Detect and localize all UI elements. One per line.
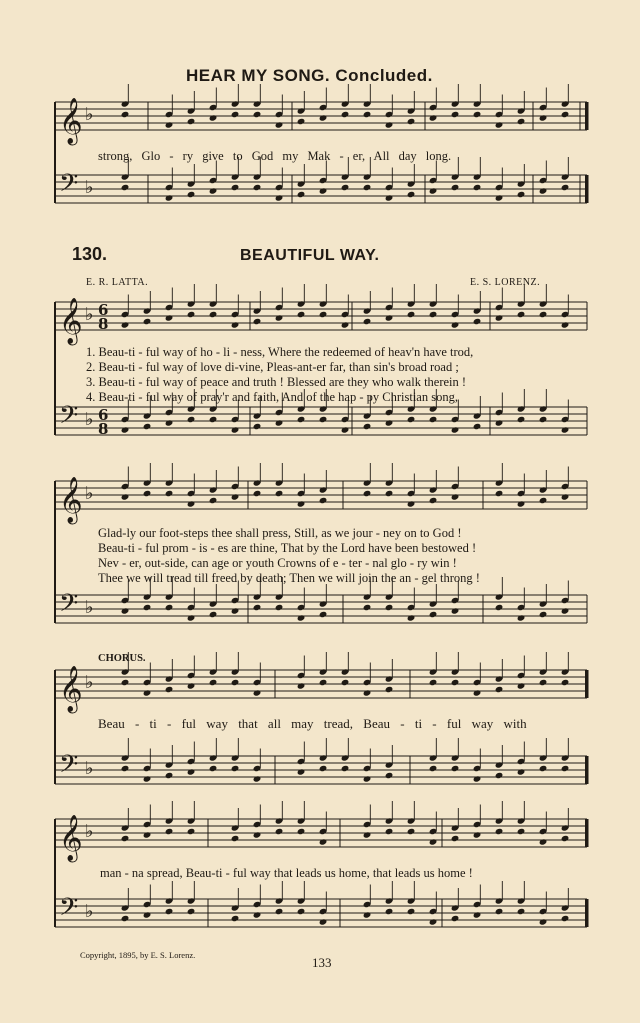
note-head — [495, 314, 504, 321]
note-head — [275, 490, 284, 497]
final-barline — [585, 756, 589, 784]
note-head — [495, 772, 504, 779]
note-head — [517, 682, 526, 689]
note-head — [121, 493, 130, 500]
note-head — [231, 493, 240, 500]
note-head — [209, 679, 218, 686]
note-head — [363, 689, 372, 696]
note-head — [187, 191, 196, 198]
note-head — [275, 314, 284, 321]
time-signature-bottom: 8 — [98, 420, 109, 438]
note-head — [473, 689, 482, 696]
note-head — [451, 679, 460, 686]
flat-icon: ♭ — [85, 672, 94, 693]
note-head — [451, 426, 460, 433]
note-head — [209, 311, 218, 318]
treble-clef-icon: 𝄞 — [59, 666, 83, 712]
note-head — [517, 500, 526, 507]
hymn-composer: E. S. LORENZ. — [470, 277, 541, 288]
final-barline — [585, 175, 589, 203]
note-head — [385, 194, 394, 201]
note-head — [319, 497, 328, 504]
note-head — [165, 828, 174, 835]
verse-2-line-2: Beau-ti - ful prom - is - es are thine, That by the Lord have been bestowed ! — [98, 541, 477, 555]
note-head — [121, 915, 130, 922]
note-head — [187, 768, 196, 775]
flat-icon: ♭ — [85, 104, 94, 125]
note-head — [165, 121, 174, 128]
flat-icon: ♭ — [85, 597, 94, 618]
note-head — [495, 490, 504, 497]
note-head — [407, 500, 416, 507]
note-head — [165, 419, 174, 426]
note-head — [297, 828, 306, 835]
note-head — [473, 423, 482, 430]
note-head — [561, 915, 570, 922]
note-head — [275, 121, 284, 128]
note-head — [253, 911, 262, 918]
note-head — [363, 111, 372, 118]
bass-clef-icon: 𝄢 — [59, 893, 79, 928]
note-head — [429, 497, 438, 504]
note-head — [341, 679, 350, 686]
concluded-lyrics: strong, Glo - ry give to God my Mak - er, All day long. — [98, 149, 452, 163]
note-head — [253, 689, 262, 696]
note-head — [385, 314, 394, 321]
note-head — [561, 321, 570, 328]
note-head — [319, 114, 328, 121]
note-head — [297, 682, 306, 689]
note-head — [385, 828, 394, 835]
note-head — [429, 114, 438, 121]
note-head — [429, 187, 438, 194]
note-head — [451, 835, 460, 842]
verse-4-line-2: Thee we will tread till freed by death; Then we will join the an - gel throng ! — [98, 571, 480, 585]
note-head — [385, 419, 394, 426]
final-barline — [585, 819, 589, 847]
note-head — [143, 775, 152, 782]
chorus-line-2: man - na spread, Beau-ti - ful way that leads us home, that leads us home ! — [100, 866, 473, 880]
note-head — [253, 184, 262, 191]
note-head — [231, 765, 240, 772]
note-head — [231, 915, 240, 922]
note-head — [539, 918, 548, 925]
note-head — [165, 194, 174, 201]
note-head — [385, 686, 394, 693]
flat-icon: ♭ — [85, 901, 94, 922]
treble-clef-icon: 𝄞 — [59, 815, 83, 861]
note-head — [187, 614, 196, 621]
note-head — [407, 908, 416, 915]
note-head — [473, 911, 482, 918]
final-barline — [585, 102, 589, 130]
bass-clef-icon: 𝄢 — [59, 401, 79, 436]
note-head — [121, 321, 130, 328]
note-head — [517, 191, 526, 198]
bass-clef-icon: 𝄢 — [59, 169, 79, 204]
note-head — [385, 772, 394, 779]
note-head — [539, 187, 548, 194]
note-head — [495, 686, 504, 693]
note-head — [539, 311, 548, 318]
note-head — [253, 111, 262, 118]
bass-clef-icon: 𝄢 — [59, 589, 79, 624]
time-signature-top: 6 — [98, 301, 109, 319]
flat-icon: ♭ — [85, 821, 94, 842]
chorus-line-1: Beau - ti - ful way that all may tread, Beau - ti - ful way with — [98, 716, 527, 731]
verse-4-line-1: 4. Beau-ti - ful way of pray'r and faith, And of the hap - py Christian song, — [86, 390, 458, 404]
note-head — [121, 607, 130, 614]
note-head — [429, 918, 438, 925]
note-head — [253, 318, 262, 325]
note-head — [187, 682, 196, 689]
verse-2-line-1: 2. Beau-ti - ful way of love di-vine, Pleas-ant-er far, than sin's broad road ; — [86, 360, 459, 374]
final-barline — [585, 670, 589, 698]
note-head — [187, 908, 196, 915]
note-head — [407, 311, 416, 318]
note-head — [407, 828, 416, 835]
note-head — [473, 111, 482, 118]
flat-icon: ♭ — [85, 483, 94, 504]
note-head — [319, 416, 328, 423]
note-head — [385, 908, 394, 915]
note-head — [451, 915, 460, 922]
note-head — [539, 611, 548, 618]
note-head — [319, 611, 328, 618]
note-head — [407, 191, 416, 198]
treble-clef-icon: 𝄞 — [59, 298, 83, 344]
note-head — [451, 607, 460, 614]
note-head — [429, 679, 438, 686]
note-head — [143, 423, 152, 430]
note-head — [187, 416, 196, 423]
note-head — [231, 111, 240, 118]
note-head — [143, 689, 152, 696]
note-head — [363, 318, 372, 325]
note-head — [253, 775, 262, 782]
note-head — [143, 911, 152, 918]
note-head — [363, 604, 372, 611]
note-head — [121, 835, 130, 842]
note-head — [297, 768, 306, 775]
note-head — [297, 614, 306, 621]
note-head — [231, 184, 240, 191]
note-head — [517, 416, 526, 423]
note-head — [517, 311, 526, 318]
flat-icon: ♭ — [85, 304, 94, 325]
note-head — [231, 321, 240, 328]
note-head — [539, 838, 548, 845]
note-head — [363, 911, 372, 918]
note-head — [429, 611, 438, 618]
note-head — [363, 423, 372, 430]
verse-3-line-2: Nev - er, out-side, can age or youth Crowns of e - ter - nal glo - ry win ! — [98, 556, 457, 570]
note-head — [407, 614, 416, 621]
verse-1-line-2: Glad-ly our foot-steps thee shall press, Still, as we jour - ney on to God ! — [98, 526, 462, 540]
note-head — [275, 828, 284, 835]
note-head — [165, 490, 174, 497]
note-head — [407, 416, 416, 423]
note-head — [121, 111, 130, 118]
concluded-title: HEAR MY SONG. Concluded. — [186, 66, 433, 85]
note-head — [275, 908, 284, 915]
note-head — [473, 184, 482, 191]
note-head — [429, 838, 438, 845]
note-head — [275, 194, 284, 201]
note-head — [187, 311, 196, 318]
note-head — [297, 118, 306, 125]
note-head — [495, 194, 504, 201]
note-head — [561, 765, 570, 772]
chorus-label: CHORUS. — [98, 653, 146, 664]
treble-clef-icon: 𝄞 — [59, 477, 83, 523]
note-head — [385, 121, 394, 128]
note-head — [539, 416, 548, 423]
note-head — [253, 423, 262, 430]
note-head — [539, 114, 548, 121]
note-head — [319, 838, 328, 845]
copyright-notice: Copyright, 1895, by E. S. Lorenz. — [80, 950, 196, 960]
note-head — [165, 686, 174, 693]
note-head — [517, 908, 526, 915]
flat-icon: ♭ — [85, 758, 94, 779]
note-head — [341, 321, 350, 328]
note-head — [187, 118, 196, 125]
note-head — [319, 679, 328, 686]
note-head — [561, 493, 570, 500]
note-head — [209, 114, 218, 121]
note-head — [429, 311, 438, 318]
note-head — [495, 604, 504, 611]
note-head — [539, 497, 548, 504]
note-head — [495, 908, 504, 915]
note-head — [341, 111, 350, 118]
note-head — [363, 775, 372, 782]
final-barline — [585, 899, 589, 927]
note-head — [253, 490, 262, 497]
note-head — [231, 607, 240, 614]
note-head — [473, 831, 482, 838]
note-head — [231, 426, 240, 433]
bass-clef-icon: 𝄢 — [59, 750, 79, 785]
note-head — [143, 831, 152, 838]
note-head — [121, 765, 130, 772]
note-head — [209, 416, 218, 423]
note-head — [495, 121, 504, 128]
note-head — [319, 187, 328, 194]
note-head — [297, 500, 306, 507]
note-head — [561, 607, 570, 614]
note-head — [187, 828, 196, 835]
note-head — [561, 426, 570, 433]
note-head — [363, 184, 372, 191]
note-head — [495, 828, 504, 835]
note-head — [451, 184, 460, 191]
note-head — [363, 831, 372, 838]
note-head — [561, 184, 570, 191]
note-head — [451, 493, 460, 500]
note-head — [165, 772, 174, 779]
note-head — [275, 604, 284, 611]
note-head — [143, 490, 152, 497]
note-head — [341, 426, 350, 433]
note-head — [561, 835, 570, 842]
note-head — [539, 679, 548, 686]
note-head — [297, 311, 306, 318]
note-head — [165, 908, 174, 915]
note-head — [231, 835, 240, 842]
note-head — [407, 118, 416, 125]
note-head — [429, 416, 438, 423]
note-head — [297, 191, 306, 198]
note-head — [473, 318, 482, 325]
note-head — [517, 828, 526, 835]
note-head — [319, 918, 328, 925]
note-head — [385, 490, 394, 497]
note-head — [341, 765, 350, 772]
note-head — [495, 419, 504, 426]
note-head — [209, 187, 218, 194]
note-head — [539, 765, 548, 772]
note-head — [165, 314, 174, 321]
note-head — [363, 490, 372, 497]
note-head — [341, 184, 350, 191]
treble-clef-icon: 𝄞 — [59, 98, 83, 144]
note-head — [209, 765, 218, 772]
note-head — [143, 604, 152, 611]
note-head — [517, 614, 526, 621]
note-head — [143, 318, 152, 325]
note-head — [121, 679, 130, 686]
note-head — [561, 111, 570, 118]
hymn-author: E. R. LATTA. — [86, 277, 149, 288]
note-head — [297, 416, 306, 423]
note-head — [297, 908, 306, 915]
note-head — [517, 768, 526, 775]
note-head — [385, 604, 394, 611]
note-head — [319, 311, 328, 318]
flat-icon: ♭ — [85, 177, 94, 198]
note-head — [165, 604, 174, 611]
time-signature-bottom: 8 — [98, 315, 109, 333]
note-head — [451, 111, 460, 118]
note-head — [517, 118, 526, 125]
note-head — [187, 500, 196, 507]
note-head — [473, 775, 482, 782]
note-head — [209, 611, 218, 618]
hymn-number: 130. — [72, 244, 108, 264]
note-head — [319, 765, 328, 772]
note-head — [451, 765, 460, 772]
note-head — [121, 184, 130, 191]
hymn-title: BEAUTIFUL WAY. — [240, 247, 380, 264]
page-number: 133 — [312, 955, 332, 970]
note-head — [275, 419, 284, 426]
note-head — [121, 426, 130, 433]
flat-icon: ♭ — [85, 409, 94, 430]
time-signature-top: 6 — [98, 406, 109, 424]
verse-3-line-1: 3. Beau-ti - ful way of peace and truth ! Blessed are they who walk therein ! — [86, 375, 467, 389]
note-head — [561, 679, 570, 686]
note-head — [253, 831, 262, 838]
note-head — [231, 679, 240, 686]
note-head — [253, 604, 262, 611]
note-head — [429, 765, 438, 772]
verse-1-line-1: 1. Beau-ti - ful way of ho - li - ness, Where the redeemed of heav'n have trod, — [86, 345, 474, 359]
note-head — [209, 497, 218, 504]
note-head — [451, 321, 460, 328]
